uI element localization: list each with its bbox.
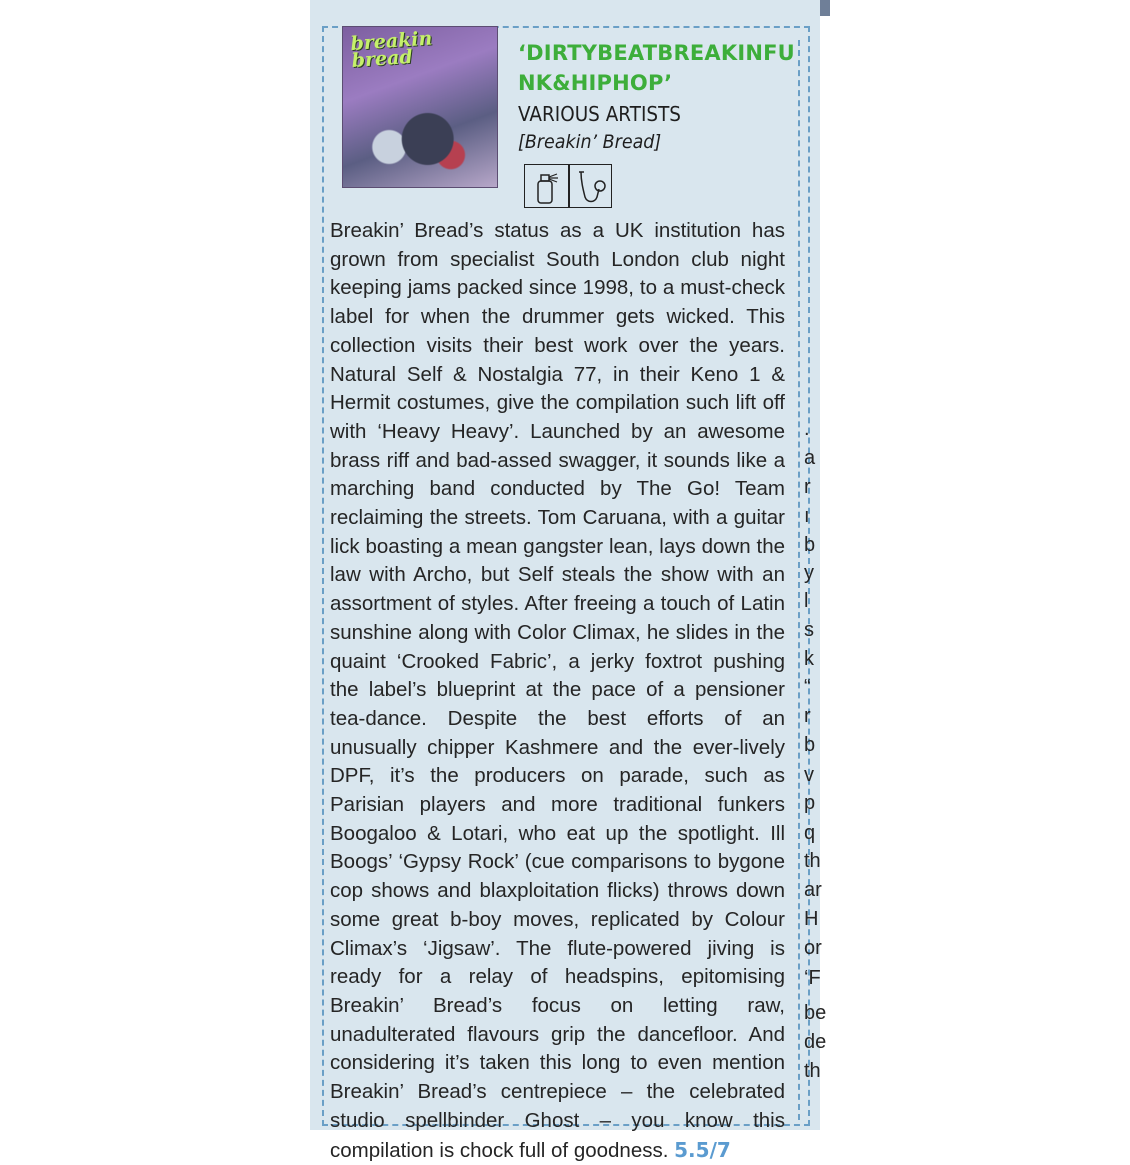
next-column-fragment: or <box>804 937 822 959</box>
review-title: ‘DIRTYBEATBREAKINFUNK&HIPHOP’ <box>518 41 795 95</box>
next-column-fragment: s <box>804 619 814 641</box>
genre-icons <box>524 164 612 208</box>
next-column-fragment: th <box>804 850 821 872</box>
next-column-fragment: . <box>804 418 810 440</box>
next-column-fragment: b <box>804 734 816 756</box>
spray-can-icon <box>529 169 563 205</box>
album-cover-title: breakin bread <box>349 27 434 73</box>
next-column-fragment: a <box>804 447 816 469</box>
next-column-fragment: “ <box>804 676 811 698</box>
next-column-fragment: b <box>804 534 816 556</box>
next-column-fragment: de <box>804 1031 827 1053</box>
next-column-fragment: l <box>804 590 809 612</box>
next-column-fragment: ı <box>804 505 810 527</box>
next-column-fragment: y <box>804 562 814 584</box>
icon-divider <box>568 165 570 207</box>
next-column-fragment: v <box>804 764 814 786</box>
next-column-border <box>798 40 800 1120</box>
review-body-text: Breakin’ Bread’s status as a UK institution has grown from specialist South London club night keeping jams packed since 1998, to a must-check label for when the drummer gets wicked. This collection visits their best work over the years. Natural Self & Nostalgia 77, in their Keno 1 & Hermit costumes, give the compilation such lift off with ‘Heavy Heavy’. Launched by an awesome brass riff and bad-assed swagger, it sounds like a marching band conducted by The Go! Team reclaiming the streets. Tom Caruana, with a guitar lick boasting a mean gangster lean, lays down the law with Archo, but Self steals the show with an assortment of styles. After freeing a touch of Latin sunshine along with Color Climax, he slides in the quaint ‘Crooked Fabric’, a jerky foxtrot pushing the label’s blueprint at the pace of a pensioner tea-dance. Despite the best efforts of an unusually chipper Kashmere and the ever-lively DPF, it’s the producers on parade, such as Parisian players and more traditional funkers Boogaloo & Lotari, who eat up the spotlight. Ill Boogs’ ‘Gypsy Rock’ (cue comparisons to bygone cop shows and blaxploitation flicks) throws down some great b-boy moves, replicated by Colour Climax’s ‘Jigsaw’. The flute-powered jiving is ready for a relay of headspins, epitomising Breakin’ Bread’s focus on letting raw, unadulterated flavours grip the dancefloor. And considering it’s taken this long to even mention Breakin’ Bread’s centrepiece – the celebrated studio spellbinder Ghost – you know this compilation is chock full of goodness. <box>330 219 785 1162</box>
next-column-fragment: be <box>804 1002 827 1024</box>
review-clipping <box>310 0 820 1162</box>
next-column-fragment: H <box>804 908 819 930</box>
next-column-fragment: q <box>804 822 816 844</box>
next-column-fragment: k <box>804 648 814 670</box>
next-column-fragment: r <box>804 705 811 727</box>
saxophone-icon <box>573 169 607 205</box>
next-column-fragment: ar <box>804 879 822 901</box>
review-artist: VARIOUS ARTISTS <box>518 102 681 126</box>
review-label: [Breakin’ Bread] <box>518 131 662 153</box>
next-column-fragment: th <box>804 1060 821 1082</box>
next-column-fragment: p <box>804 792 816 814</box>
review-rating: 5.5/7 <box>674 1137 731 1162</box>
review-body <box>330 217 785 1165</box>
next-column-fragment: r <box>804 476 811 498</box>
next-column-fragment: ‘F <box>804 967 821 989</box>
album-cover <box>342 26 498 188</box>
next-column-edge <box>798 0 827 1130</box>
